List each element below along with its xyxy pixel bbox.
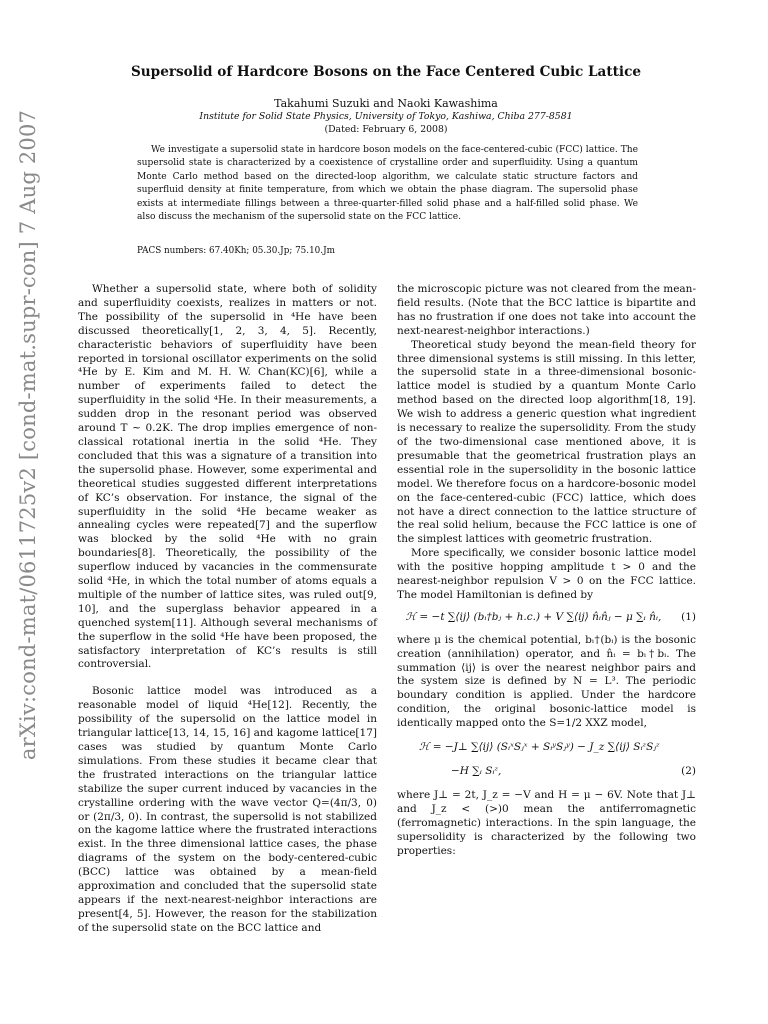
paragraph: Whether a supersolid state, where both of solidity and superfluidity coexists, realizes in matters or not. The possibility of the supersolid in ⁴He have been discussed theoretically[1, 2, 3, 4, 5]. Recently, characteristic behaviors of superfluidity have been reported in torsional oscillator experiments on the solid ⁴He by E. Kim and M. H. W. Chan(KC)[6], while a number of experiments failed to detect the superfluidity in the solid ⁴He. In their measurements, a sudden drop in the resonant period was observed around T ∼ 0.2K. The drop implies emergence of non-classical rotational inertia in the solid ⁴He. They concluded that this was a signature of a transition into the supersolid phase. However, some experimental and theoretical studies suggested different interpretations of KC’s observation. For instance, the signal of the superfluidity in the solid ⁴He became weaker as annealing cycles were repeated[7] and the superflow was blocked by the solid ⁴He with no grain boundaries[8]. Theoretically, the possibility of the superflow induced by vacancies in the commensurate solid ⁴He, in which the total number of atoms equals a multiple of the number of lattice sites, was ruled out[9, 10], and the superglass behavior appeared in a quenched system[11]. Although several mechanisms of the superflow in the solid ⁴He have been proposed, the satisfactory interpretation of KC’s results is still controversial. (78, 283, 377, 671)
arxiv-identifier (8, 109, 48, 761)
paragraph: More specifically, we consider bosonic lattice model with the positive hopping amplitude t > 0 and the nearest-neighbor repulsion V > 0 on the FCC lattice. The model Hamiltonian is defined by (397, 547, 696, 601)
equation-1-number: (1) (681, 610, 696, 623)
affiliation: Institute for Solid State Physics, University of Tokyo, Kashiwa, Chiba 277-8581 (199, 111, 573, 122)
equation-2-line-1: ℋ = −J⊥ ∑⟨ij⟩ (SᵢˣSⱼˣ + SᵢʸSⱼʸ) − J_z ∑⟨ij⟩ SᵢᶻSⱼᶻ (419, 741, 660, 754)
paragraph: the microscopic picture was not cleared from the mean-field results. (Note that the BCC lattice is bipartite and has no frustration if one does not take into account the next-nearest-neighbor interactions.) (397, 283, 696, 337)
paragraph: where J⊥ = 2t, J_z = −V and H = μ − 6V. Note that J⊥ and J_z < (>)0 mean the antiferromagnetic (ferromagnetic) interactions. In the spin language, the supersolidity is characterized by the following two properties: (397, 788, 696, 857)
paragraph: Theoretical study beyond the mean-field theory for three dimensional systems is still missing. In this letter, the supersolid state in a three-dimensional bosonic-lattice model is studied by a quantum Monte Carlo method based on the directed loop algorithm[18, 19]. We wish to address a generic question what ingredient is necessary to realize the supersolidity. From the study of the two-dimensional case mentioned above, it is presumable that the geometrical frustration plays an essential role in the supersolidity in the bosonic lattice model. We therefore focus on a hardcore-bosonic model on the face-centered-cubic (FCC) lattice, which does not have a direct connection to the lattice structure of the real solid helium, because the FCC lattice is one of the simplest lattices with geometric frustration. (397, 338, 696, 546)
date-line: (Dated: February 6, 2008) (324, 124, 448, 135)
abstract: We investigate a supersolid state in hardcore boson models on the face-centered-cubic (FCC) lattice. The supersolid state is characterized by a coexistence of crystalline order and superfluidity. Using a quantum Monte Carlo method based on the directed-loop algorithm, we calculate static structure factors and superfluid density at finite temperature, from which we obtain the phase diagram. The supersolid phase exists at intermediate fillings between a three-quarter-filled solid phase and a half-filled solid phase. We also discuss the mechanism of the supersolid state on the FCC lattice. (137, 145, 638, 223)
authors: Takahumi Suzuki and Naoki Kawashima (274, 97, 498, 110)
pacs-numbers: PACS numbers: 67.40Kh; 05.30.Jp; 75.10.Jm (137, 246, 335, 256)
paragraph: Bosonic lattice model was introduced as a reasonable model of liquid ⁴He[12]. Recently, the possibility of the supersolid on the lattice model in triangular lattice[13, 14, 15, 16] and kagome lattice[17] cases was studied by quantum Monte Carlo simulations. From these studies it became clear that the frustrated interactions on the triangular lattice stabilize the super current induced by vacancies in the crystalline ordering with the wave vector Q=(4π/3, 0) or (2π/3, 0). In contrast, the supersolid is not stabilized on the kagome lattice where the frustrated interactions exist. In the three dimensional lattice cases, the phase diagrams of the system on the body-centered-cubic (BCC) lattice was obtained by a mean-field approximation and concluded that the supersolid state appears if the next-nearest-neighbor interactions are present[4, 5]. However, the reason for the stabilization of the supersolid state on the BCC lattice and (78, 685, 377, 934)
left-column (78, 283, 377, 936)
equation-2-number: (2) (681, 765, 696, 777)
paper-title: Supersolid of Hardcore Bosons on the Face Centered Cubic Lattice (130, 64, 642, 80)
equation-1 (397, 611, 696, 625)
equation-1-expression: ℋ = −t ∑⟨ij⟩ (bᵢ†bⱼ + h.c.) + V ∑⟨ij⟩ n̂ᵢn̂ⱼ − μ ∑ᵢ n̂ᵢ, (405, 610, 662, 623)
equation-2 (397, 741, 696, 779)
arxiv-identifier-text: arXiv:cond-mat/0611725v2 [cond-mat.supr-con] 7 Aug 2007 (16, 109, 40, 761)
equation-2-line-2: −H ∑ᵢ Sᵢᶻ, (451, 765, 502, 777)
paragraph: where μ is the chemical potential, bᵢ†(bᵢ) is the bosonic creation (annihilation) operator, and n̂ᵢ = bᵢ†bᵢ. The summation ⟨ij⟩ is over the nearest neighbor pairs and the system size is defined by N = L³. The periodic boundary condition is applied. Under the hardcore condition, the original bosonic-lattice model is identically mapped onto the S=1/2 XXZ model, (397, 633, 696, 730)
right-column (397, 283, 696, 858)
